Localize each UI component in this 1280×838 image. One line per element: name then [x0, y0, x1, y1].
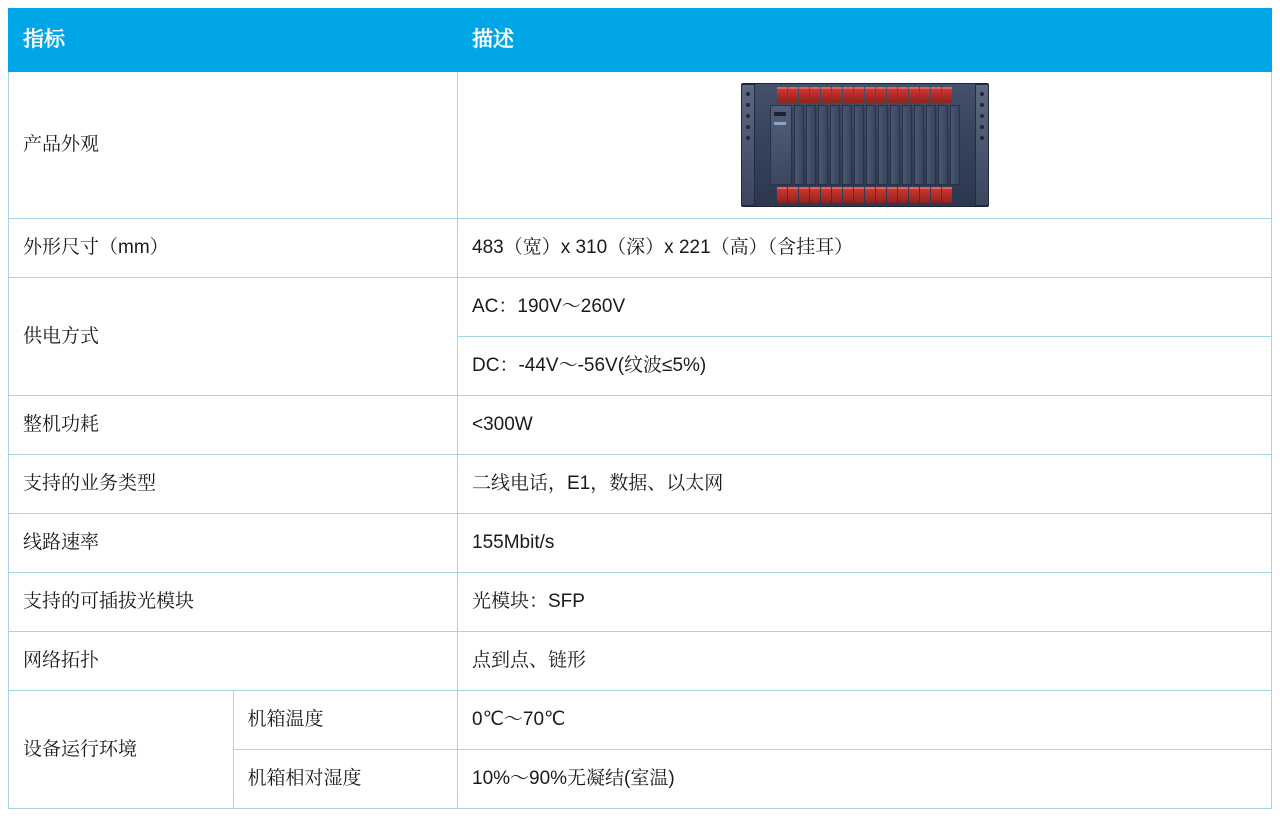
line-card — [926, 105, 936, 185]
table-row — [9, 396, 1272, 455]
connector-icon — [821, 87, 831, 103]
connector-icon — [942, 187, 952, 203]
row-sublabel-chassis-temperature: 机箱温度 — [233, 691, 458, 750]
table-row — [9, 573, 1272, 632]
row-label-operating-environment: 设备运行环境 — [9, 691, 234, 809]
row-value-service-types: 二线电话，E1，数据、以太网 — [458, 455, 1272, 514]
row-value-dimensions: 483（宽）x 310（深）x 221（高）（含挂耳） — [458, 219, 1272, 278]
line-card — [902, 105, 912, 185]
connector-icon — [788, 87, 798, 103]
device-image-wrapper — [472, 72, 1257, 218]
connector-icon — [898, 187, 908, 203]
specification-table — [8, 8, 1272, 809]
screw-hole-icon — [746, 92, 750, 96]
row-label-topology: 网络拓扑 — [9, 632, 458, 691]
connector-icon — [810, 187, 820, 203]
connector-icon — [865, 187, 875, 203]
screw-hole-icon — [980, 136, 984, 140]
connector-icon — [887, 187, 897, 203]
row-value-chassis-temperature: 0℃～70℃ — [458, 691, 1272, 750]
connector-icon — [898, 87, 908, 103]
screw-hole-icon — [746, 136, 750, 140]
column-header-description: 描述 — [458, 9, 1272, 72]
connector-icon — [810, 87, 820, 103]
table-row — [9, 514, 1272, 573]
connector-icon — [920, 87, 930, 103]
connector-icon — [865, 87, 875, 103]
line-card — [938, 105, 948, 185]
connector-icon — [799, 87, 809, 103]
connector-icon — [843, 87, 853, 103]
screw-hole-icon — [980, 114, 984, 118]
rack-ear-right-icon — [975, 84, 989, 206]
line-card — [866, 105, 876, 185]
connector-icon — [832, 187, 842, 203]
line-card — [842, 105, 852, 185]
line-card — [806, 105, 816, 185]
line-card — [878, 105, 888, 185]
line-card — [818, 105, 828, 185]
table-row — [9, 691, 1272, 750]
table-row — [9, 278, 1272, 337]
connector-icon — [799, 187, 809, 203]
connector-icon — [942, 87, 952, 103]
top-connector-strip — [758, 87, 972, 103]
row-label-service-types: 支持的业务类型 — [9, 455, 458, 514]
line-card — [950, 105, 960, 185]
row-value-power-ac: AC：190V～260V — [458, 278, 1272, 337]
bottom-connector-strip — [758, 187, 972, 203]
table-row — [9, 632, 1272, 691]
row-label-power-supply: 供电方式 — [9, 278, 458, 396]
row-value-chassis-humidity: 10%～90%无凝结(室温) — [458, 750, 1272, 809]
connector-icon — [788, 187, 798, 203]
row-value-optical-module: 光模块：SFP — [458, 573, 1272, 632]
table-row — [9, 72, 1272, 219]
line-card — [854, 105, 864, 185]
rack-ear-left-icon — [741, 84, 755, 206]
screw-hole-icon — [980, 103, 984, 107]
row-value-appearance — [458, 72, 1272, 219]
row-label-dimensions: 外形尺寸（mm） — [9, 219, 458, 278]
row-value-topology: 点到点、链形 — [458, 632, 1272, 691]
screw-hole-icon — [746, 125, 750, 129]
connector-icon — [821, 187, 831, 203]
row-value-line-rate: 155Mbit/s — [458, 514, 1272, 573]
row-label-appearance: 产品外观 — [9, 72, 458, 219]
control-card — [770, 105, 792, 185]
screw-hole-icon — [746, 103, 750, 107]
screw-hole-icon — [980, 92, 984, 96]
connector-icon — [909, 187, 919, 203]
row-sublabel-chassis-humidity: 机箱相对湿度 — [233, 750, 458, 809]
connector-icon — [931, 87, 941, 103]
row-label-power-consumption: 整机功耗 — [9, 396, 458, 455]
connector-icon — [876, 187, 886, 203]
row-label-line-rate: 线路速率 — [9, 514, 458, 573]
connector-icon — [876, 87, 886, 103]
screw-hole-icon — [746, 114, 750, 118]
table-row — [9, 219, 1272, 278]
connector-icon — [887, 87, 897, 103]
connector-icon — [777, 187, 787, 203]
device-chassis-illustration — [741, 83, 989, 207]
connector-icon — [931, 187, 941, 203]
connector-icon — [920, 187, 930, 203]
line-card — [890, 105, 900, 185]
line-card — [830, 105, 840, 185]
line-card — [794, 105, 804, 185]
connector-icon — [909, 87, 919, 103]
connector-icon — [843, 187, 853, 203]
row-value-power-dc: DC：-44V～-56V(纹波≤5%) — [458, 337, 1272, 396]
connector-icon — [777, 87, 787, 103]
connector-icon — [832, 87, 842, 103]
table-header-row — [9, 9, 1272, 72]
table-body — [9, 72, 1272, 809]
card-slots — [758, 105, 972, 185]
table-header — [9, 9, 1272, 72]
table-row — [9, 455, 1272, 514]
row-value-power-consumption: <300W — [458, 396, 1272, 455]
line-card — [914, 105, 924, 185]
screw-hole-icon — [980, 125, 984, 129]
connector-icon — [854, 87, 864, 103]
connector-icon — [854, 187, 864, 203]
row-label-optical-module: 支持的可插拔光模块 — [9, 573, 458, 632]
column-header-metric: 指标 — [9, 9, 458, 72]
